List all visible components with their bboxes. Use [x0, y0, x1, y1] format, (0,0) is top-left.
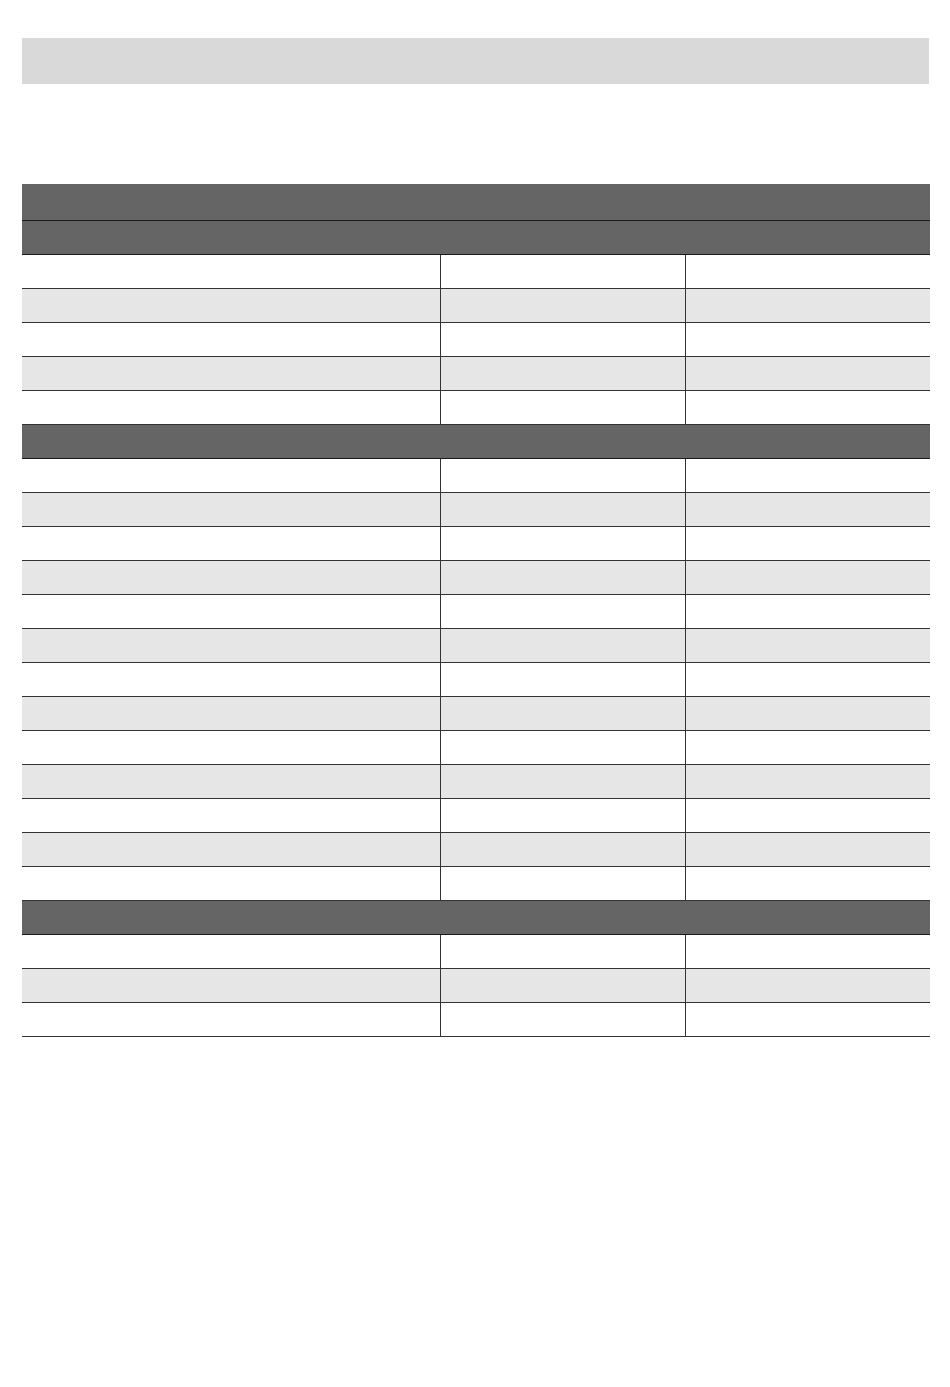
table-cell [685, 595, 930, 629]
table-row [22, 459, 930, 493]
section-header-row [22, 901, 930, 935]
table-cell [440, 833, 685, 867]
section-header-cell [22, 425, 930, 459]
table-cell [685, 459, 930, 493]
table-cell [22, 527, 440, 561]
table-cell [440, 935, 685, 969]
table-row [22, 765, 930, 799]
table-row [22, 561, 930, 595]
table-cell [22, 493, 440, 527]
table-cell [22, 255, 440, 289]
table-cell [685, 1003, 930, 1037]
table-cell [440, 629, 685, 663]
table-cell [22, 391, 440, 425]
table-cell [22, 459, 440, 493]
table-cell [22, 697, 440, 731]
table-cell [22, 731, 440, 765]
table-cell [685, 867, 930, 901]
table-cell [440, 357, 685, 391]
table-cell [440, 867, 685, 901]
table-cell [22, 833, 440, 867]
table-cell [440, 255, 685, 289]
table-cell [22, 323, 440, 357]
table-cell [22, 561, 440, 595]
table-row [22, 391, 930, 425]
table-cell [685, 765, 930, 799]
table-cell [440, 765, 685, 799]
table-cell [685, 629, 930, 663]
table-cell [22, 663, 440, 697]
table-cell [440, 731, 685, 765]
table-row [22, 357, 930, 391]
table-cell [22, 629, 440, 663]
table-row [22, 867, 930, 901]
table-row [22, 1003, 930, 1037]
table-cell [22, 357, 440, 391]
table-cell [22, 289, 440, 323]
table-cell [685, 323, 930, 357]
table-cell [440, 969, 685, 1003]
table-row [22, 595, 930, 629]
section-header-row [22, 221, 930, 255]
table-cell [440, 493, 685, 527]
header-band [22, 38, 929, 84]
table-row [22, 969, 930, 1003]
table-cell [440, 391, 685, 425]
table-cell [685, 663, 930, 697]
spec-table [22, 184, 930, 1037]
table-cell [685, 969, 930, 1003]
table-cell [685, 289, 930, 323]
table-cell [22, 867, 440, 901]
table-row [22, 323, 930, 357]
table-row [22, 255, 930, 289]
table-cell [685, 833, 930, 867]
table-cell [685, 255, 930, 289]
table-title-row [22, 184, 930, 221]
section-header-cell [22, 221, 930, 255]
table-cell [685, 493, 930, 527]
table-title-cell [22, 184, 930, 221]
table-cell [440, 799, 685, 833]
table-cell [22, 765, 440, 799]
table-cell [440, 561, 685, 595]
table-cell [440, 1003, 685, 1037]
table-cell [685, 357, 930, 391]
table-cell [440, 323, 685, 357]
table-cell [685, 935, 930, 969]
table-row [22, 935, 930, 969]
table-cell [685, 391, 930, 425]
table-cell [685, 527, 930, 561]
table-cell [22, 799, 440, 833]
table-cell [22, 595, 440, 629]
table-cell [685, 561, 930, 595]
table-cell [22, 1003, 440, 1037]
table-row [22, 493, 930, 527]
table-row [22, 799, 930, 833]
table-row [22, 289, 930, 323]
table-cell [685, 697, 930, 731]
table-cell [22, 935, 440, 969]
table-cell [440, 697, 685, 731]
table-cell [685, 799, 930, 833]
section-header-cell [22, 901, 930, 935]
table-row [22, 731, 930, 765]
table-cell [685, 731, 930, 765]
table-row [22, 663, 930, 697]
table-row [22, 833, 930, 867]
section-header-row [22, 425, 930, 459]
table-cell [440, 459, 685, 493]
table-cell [440, 663, 685, 697]
table-cell [440, 289, 685, 323]
table-cell [440, 595, 685, 629]
table-row [22, 527, 930, 561]
table-row [22, 629, 930, 663]
table-cell [440, 527, 685, 561]
table-row [22, 697, 930, 731]
table-cell [22, 969, 440, 1003]
